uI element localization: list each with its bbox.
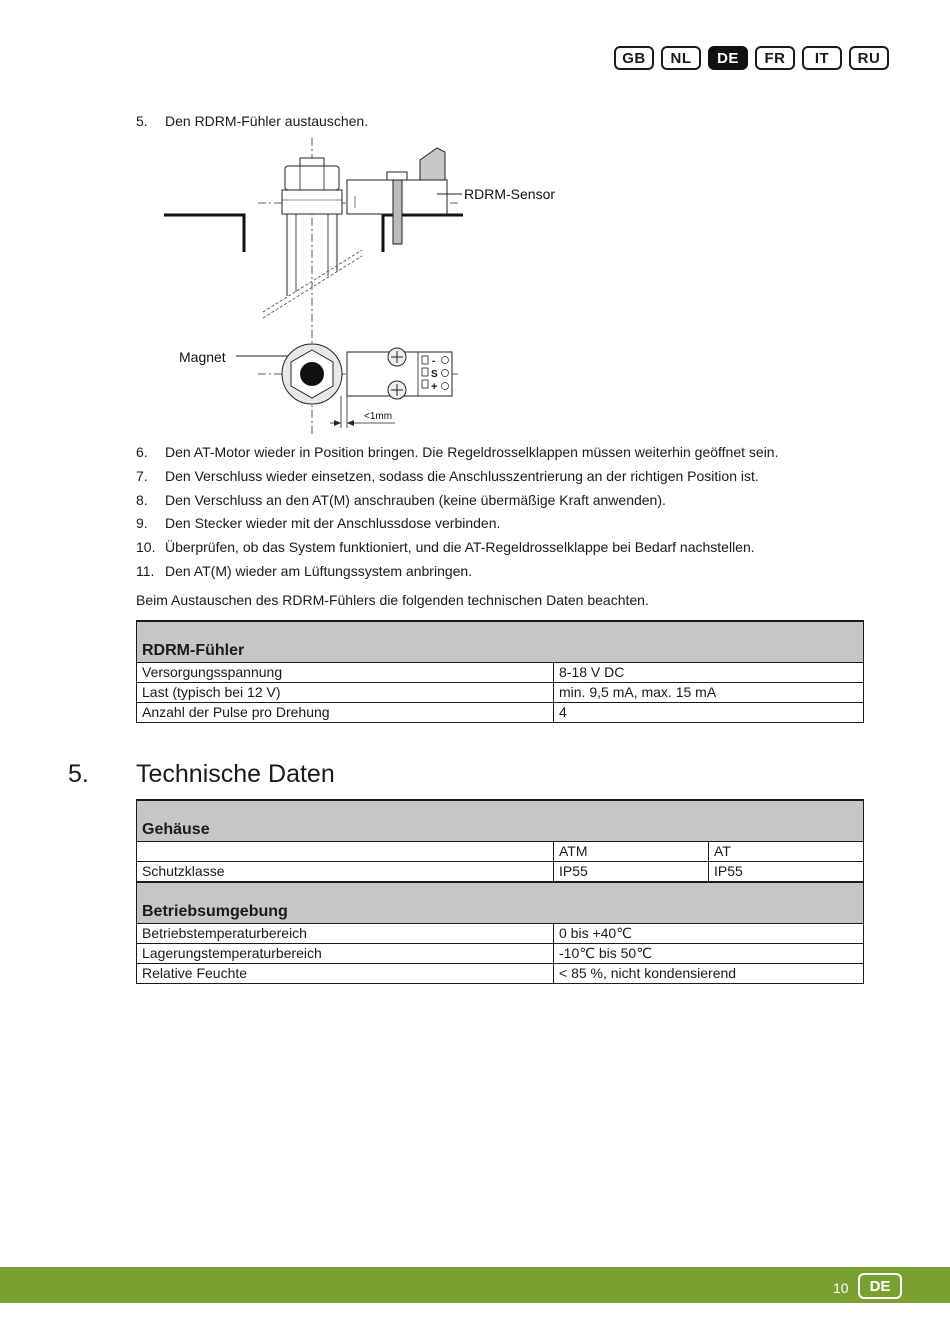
terminal-s: S	[431, 369, 438, 380]
washer	[282, 190, 342, 214]
list-item	[136, 113, 368, 130]
table-cell: 4	[554, 703, 864, 723]
table-title: Betriebsumgebung	[137, 882, 864, 924]
lang-tab-gb[interactable]: GB	[614, 46, 654, 70]
table-row	[137, 862, 864, 883]
table-cell: Anzahl der Pulse pro Drehung	[137, 703, 554, 723]
table-cell: Lagerungstemperaturbereich	[137, 944, 554, 964]
table-cell: Relative Feuchte	[137, 964, 554, 984]
nut	[285, 166, 339, 190]
sensor-screw-head	[387, 172, 407, 180]
step-number: 6.	[136, 444, 148, 460]
list-item	[136, 515, 500, 532]
list-item	[136, 444, 778, 461]
table-cell: AT	[709, 842, 864, 862]
sensor-diagram	[150, 132, 570, 442]
list-item	[136, 539, 755, 556]
lang-tab-nl[interactable]: NL	[661, 46, 701, 70]
table-cell: Betriebstemperaturbereich	[137, 924, 554, 944]
section-title: Technische Daten	[136, 760, 335, 788]
page-number: 10	[833, 1280, 849, 1296]
lang-tab-fr[interactable]: FR	[755, 46, 795, 70]
step-text: Den Verschluss an den AT(M) anschrauben (keine übermäßige Kraft anwenden).	[165, 492, 666, 508]
lang-tab-de[interactable]: DE	[708, 46, 748, 70]
footer-bar	[0, 1267, 950, 1303]
tech-spec-table	[136, 799, 864, 984]
section-number: 5.	[68, 760, 89, 788]
table-cell: Last (typisch bei 12 V)	[137, 683, 554, 703]
table-row	[137, 924, 864, 944]
sensor-connector	[420, 148, 445, 180]
table-row	[137, 842, 864, 862]
lang-tab-ru[interactable]: RU	[849, 46, 889, 70]
list-item	[136, 468, 759, 485]
note-paragraph: Beim Austauschen des RDRM-Fühlers die folgenden technischen Daten beachten.	[136, 592, 649, 608]
table-cell: Versorgungsspannung	[137, 663, 554, 683]
table-cell: < 85 %, nicht kondensierend	[554, 964, 864, 984]
table-title: RDRM-Fühler	[137, 621, 864, 663]
table-row	[137, 944, 864, 964]
language-tabs	[614, 46, 889, 70]
step-number: 9.	[136, 515, 148, 531]
gap-label: <1mm	[364, 411, 393, 422]
step-text: Den RDRM-Fühler austauschen.	[165, 113, 369, 129]
step-text: Den Stecker wieder mit der Anschlussdose verbinden.	[165, 515, 501, 531]
table-title: Gehäuse	[137, 800, 864, 842]
table-cell: -10℃ bis 50℃	[554, 944, 864, 964]
step-number: 10.	[136, 539, 156, 555]
table-row	[137, 964, 864, 984]
list-item	[136, 492, 666, 509]
sensor-spec-table	[136, 620, 864, 723]
step-number: 5.	[136, 113, 148, 129]
table-cell: IP55	[554, 862, 709, 883]
list-item	[136, 563, 472, 580]
step-text: Den AT(M) wieder am Lüftungssystem anbringen.	[165, 563, 473, 579]
table-cell: 0 bis +40℃	[554, 924, 864, 944]
magnet-core	[300, 362, 324, 386]
sensor-label: RDRM-Sensor	[464, 186, 556, 202]
step-number: 8.	[136, 492, 148, 508]
step-text: Den Verschluss wieder einsetzen, sodass die Anschlusszentrierung an der richtigen Position ist.	[165, 468, 759, 484]
table-row	[137, 703, 864, 723]
table-cell: min. 9,5 mA, max. 15 mA	[554, 683, 864, 703]
sensor-screw	[393, 180, 402, 244]
table-row	[137, 663, 864, 683]
footer-lang-badge: DE	[858, 1273, 902, 1299]
step-number: 11.	[136, 563, 155, 579]
terminal-minus: -	[432, 356, 436, 367]
magnet-label: Magnet	[179, 349, 226, 365]
table-cell: ATM	[554, 842, 709, 862]
terminal-plus: +	[431, 381, 438, 393]
lang-tab-it[interactable]: IT	[802, 46, 842, 70]
table-cell	[137, 842, 554, 862]
table-row	[137, 683, 864, 703]
table-cell: IP55	[709, 862, 864, 883]
table-cell: 8-18 V DC	[554, 663, 864, 683]
table-cell: Schutzklasse	[137, 862, 554, 883]
step-text: Den AT-Motor wieder in Position bringen. Die Regeldrosselklappen müssen weiterhin geöffnet sein.	[165, 444, 779, 460]
housing-wall-left	[164, 215, 244, 252]
step-text: Überprüfen, ob das System funktioniert, und die AT-Regeldrosselklappe bei Bedarf nachstellen.	[165, 539, 755, 555]
step-number: 7.	[136, 468, 148, 484]
